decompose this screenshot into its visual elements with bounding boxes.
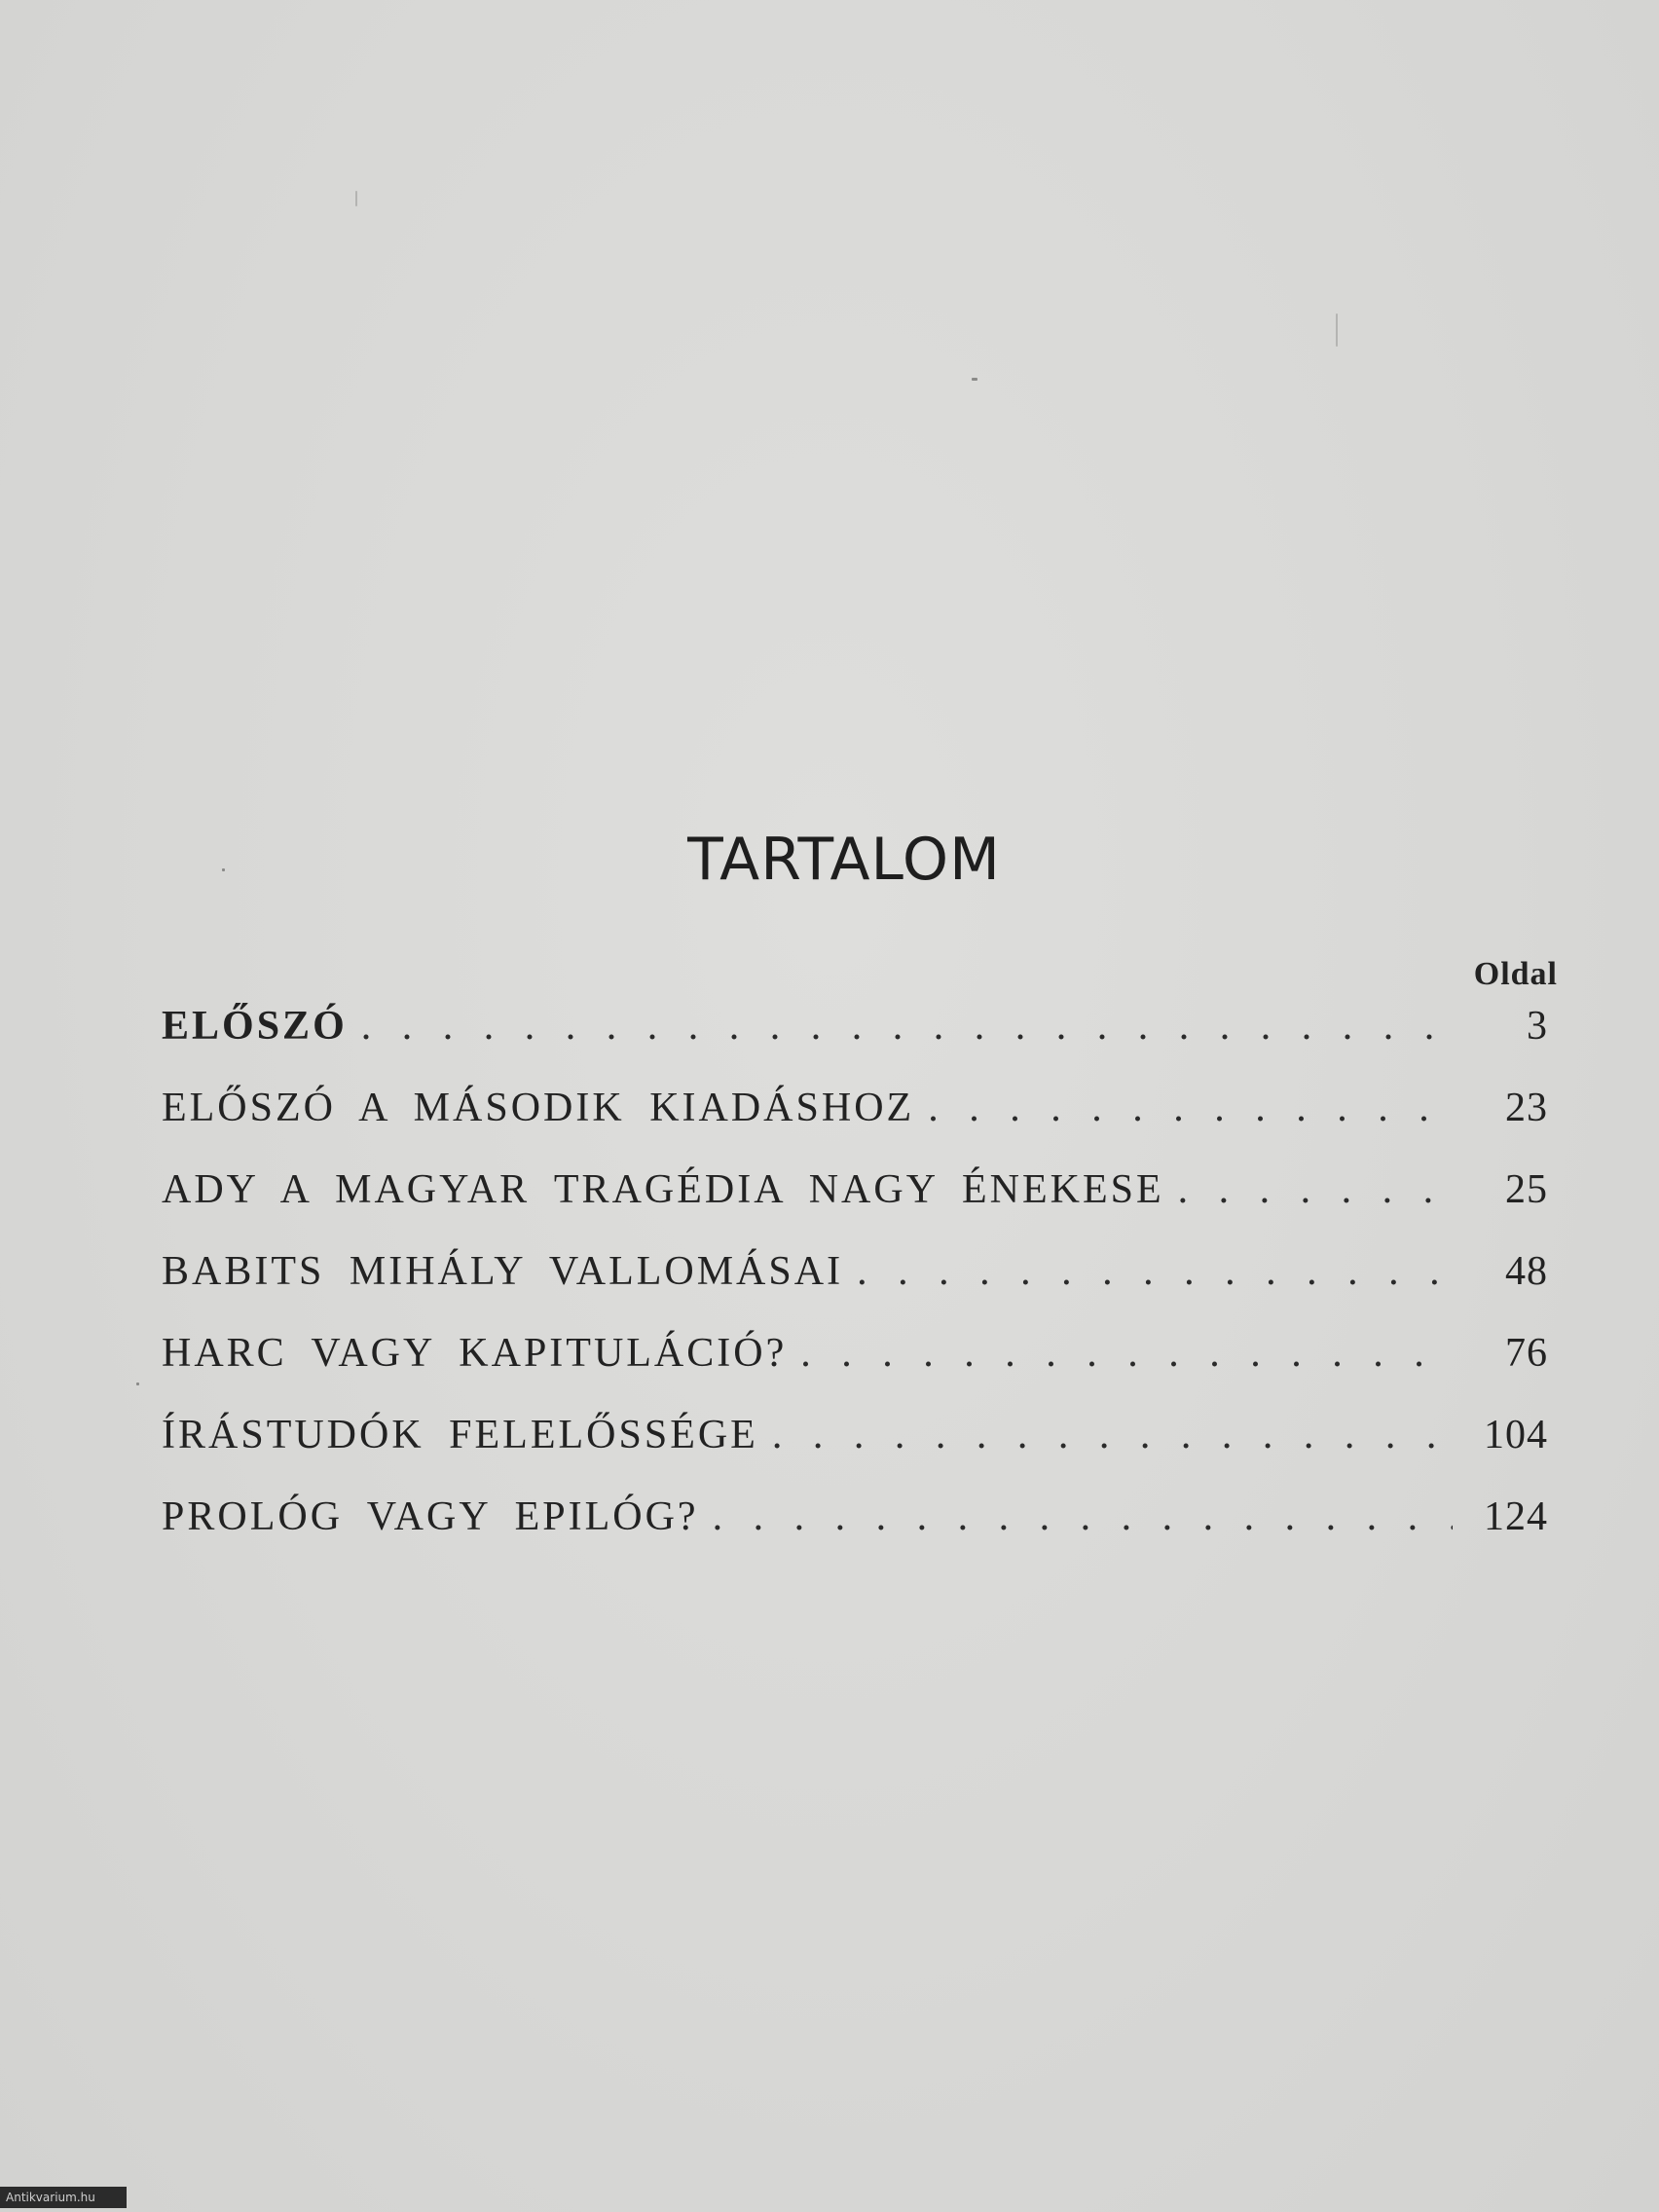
toc-entry-page: 48 bbox=[1505, 1249, 1548, 1294]
toc-entry-title: ÍRÁSTUDÓK FELELŐSSÉGE bbox=[162, 1413, 758, 1457]
toc-entry bbox=[162, 1166, 1548, 1248]
paper-speck bbox=[1336, 313, 1338, 347]
dot-leader bbox=[800, 1330, 1453, 1377]
table-of-contents bbox=[162, 1003, 1548, 1575]
page-title: TARTALOM bbox=[687, 826, 1001, 894]
toc-entry bbox=[162, 1085, 1548, 1166]
watermark-label: Antikvarium.hu bbox=[0, 2187, 127, 2208]
toc-entry bbox=[162, 1412, 1548, 1493]
toc-entry-title: ADY A MAGYAR TRAGÉDIA NAGY ÉNEKESE bbox=[162, 1167, 1164, 1212]
toc-entry bbox=[162, 1003, 1548, 1085]
toc-entry-title: ELŐSZÓ bbox=[162, 1004, 348, 1049]
toc-entry-title: PROLÓG VAGY EPILÓG? bbox=[162, 1494, 699, 1539]
dot-leader bbox=[857, 1248, 1453, 1295]
paper-speck bbox=[972, 378, 977, 381]
dot-leader bbox=[1178, 1166, 1453, 1213]
page-column-header: Oldal bbox=[1473, 956, 1558, 992]
toc-entry bbox=[162, 1248, 1548, 1330]
dot-leader bbox=[772, 1412, 1453, 1458]
dot-leader bbox=[361, 1003, 1453, 1050]
paper-speck bbox=[355, 191, 357, 206]
paper-speck bbox=[136, 1382, 139, 1385]
dot-leader bbox=[713, 1493, 1453, 1540]
toc-entry-page: 25 bbox=[1505, 1167, 1548, 1212]
toc-entry bbox=[162, 1493, 1548, 1575]
toc-entry-title: ELŐSZÓ A MÁSODIK KIADÁSHOZ bbox=[162, 1086, 915, 1130]
dot-leader bbox=[928, 1085, 1453, 1131]
toc-entry-page: 3 bbox=[1527, 1004, 1548, 1049]
toc-entry-page: 76 bbox=[1505, 1331, 1548, 1376]
toc-entry-title: BABITS MIHÁLY VALLOMÁSAI bbox=[162, 1249, 844, 1294]
toc-entry bbox=[162, 1330, 1548, 1412]
toc-entry-page: 104 bbox=[1484, 1413, 1548, 1457]
toc-entry-page: 23 bbox=[1505, 1086, 1548, 1130]
toc-entry-title: HARC VAGY KAPITULÁCIÓ? bbox=[162, 1331, 788, 1376]
toc-entry-page: 124 bbox=[1484, 1494, 1548, 1539]
